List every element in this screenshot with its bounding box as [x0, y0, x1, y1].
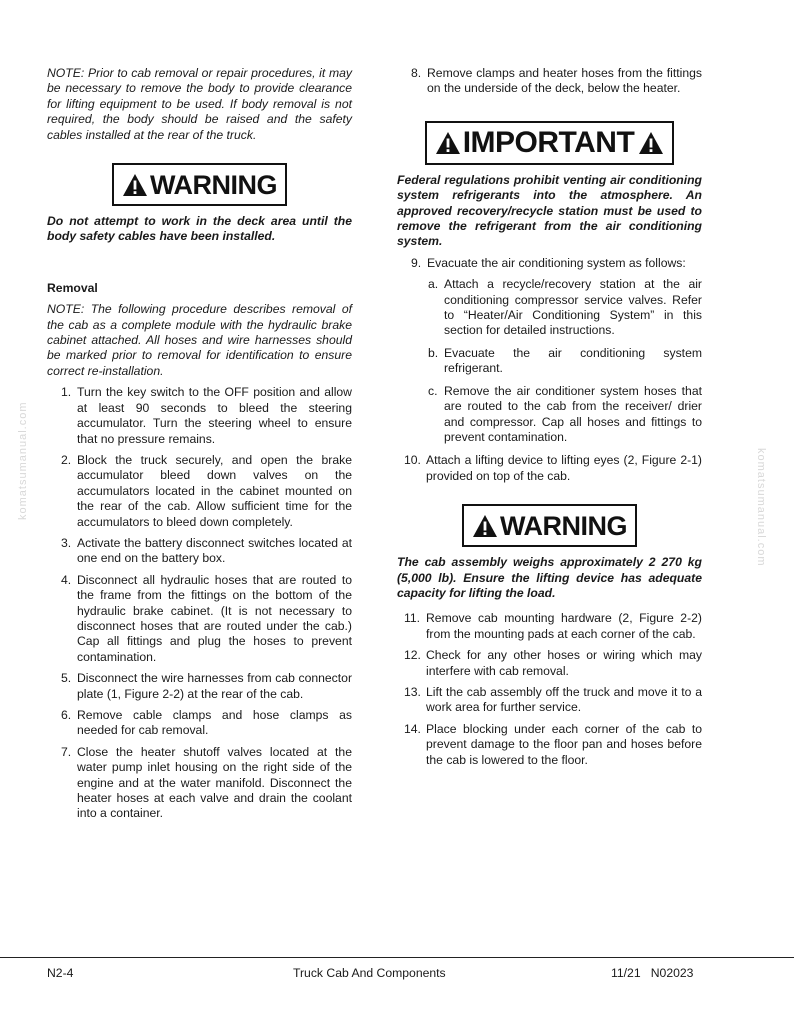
note-procedure: NOTE: The following procedure describes removal of the cab as a complete module with the hydraulic brake cabinet attached. All hoses and wire harnesses should be marked prior to removal for identification to ensure correct re-installation. [47, 302, 352, 378]
list-item: 14. Place blocking under each corner of the cab to prevent damage to the floor pan and hoses before the cab is lowered to the floor. [404, 721, 702, 767]
warning-label: WARNING [150, 170, 277, 201]
list-item: 10. Attach a lifting device to lifting eyes (2, Figure 2-1) provided on top of the cab. [404, 453, 702, 483]
left-column [47, 66, 352, 828]
important-label: IMPORTANT [462, 125, 635, 159]
list-item: 9. Evacuate the air conditioning system as follows: [411, 255, 686, 270]
footer-title: Truck Cab And Components [293, 966, 446, 980]
watermark-right: komatsumanual.com [755, 448, 767, 567]
warning-triangle-icon [122, 173, 148, 197]
list-item: 1. Turn the key switch to the OFF position and allow at least 90 seconds to bleed the steering accumulator. Turn the steering wheel to ensure that no pressure remains. [61, 385, 352, 446]
footer-date-code: 11/21 N02023 [611, 966, 694, 980]
warning-sign-cab-weight [397, 504, 702, 547]
list-item: b. Evacuate the air conditioning system refrigerant. [428, 345, 702, 376]
list-item: c. Remove the air conditioner system hoses that are routed to the cab from the receiver/ drier and compressor. Cap all hoses and fittings to prevent contamination. [428, 383, 702, 444]
footer-divider [0, 957, 794, 958]
step-9-list [397, 256, 702, 271]
removal-steps-list [47, 385, 352, 822]
step-8-list [397, 66, 702, 97]
list-item: 7. Close the heater shutoff valves located at the water pump inlet housing on the right side of the engine and at the water manifold. Disconnect the heater hoses at each valve and drain the coolant into a container. [61, 744, 352, 821]
list-item: 13. Lift the cab assembly off the truck and move it to a work area for further service. [404, 684, 702, 715]
list-item: 2. Block the truck securely, and open the brake accumulator bleed down valves on the accumulators located in the cabinet mounted on the rear of the cab. Allow sufficient time for the accumulators to bleed down completely. [61, 452, 352, 529]
important-text: Federal regulations prohibit venting air conditioning system refrigerants into the atmosphere. An approved recovery/recycle station must be used to remove the refrigerant from the air conditioning system. [397, 172, 702, 249]
important-sign [397, 121, 702, 165]
final-steps-list [397, 611, 702, 768]
warning-triangle-icon [472, 514, 498, 538]
list-item: 8. Remove clamps and heater hoses from the fittings on the underside of the deck, below the heater. [411, 66, 702, 96]
note-body-removal: NOTE: Prior to cab removal or repair procedures, it may be necessary to remove the body to provide clearance for lifting equipment to be used. If body removal is not required, the body should be raised and the safety cables installed at the rear of the truck. [47, 66, 352, 142]
warning-triangle-icon [638, 131, 664, 155]
watermark-left: komatsumanual.com [17, 401, 29, 520]
list-item: 11. Remove cab mounting hardware (2, Figure 2-2) from the mounting pads at each corner of the cab. [404, 611, 702, 641]
list-item: 12. Check for any other hoses or wiring which may interfere with cab removal. [404, 648, 702, 678]
removal-heading: Removal [47, 280, 98, 295]
warning-text: Do not attempt to work in the deck area until the body safety cables have been installed. [47, 214, 352, 244]
list-item: 6. Remove cable clamps and hose clamps as needed for cab removal. [61, 708, 352, 738]
list-item: 3. Activate the battery disconnect switches located at one end on the battery box. [61, 535, 352, 566]
list-item: a. Attach a recycle/recovery station at the air conditioning compressor service valves. Refer to “Heater/Air Conditioning System” in this section for detailed instructions. [428, 277, 702, 338]
list-item: 4. Disconnect all hydraulic hoses that are routed to the frame from the fittings on the bottom of the hydraulic brake cabinet. (It is not necessary to disconnect hoses that are routed under the cab.) Cap all fittings and plug the hoses to prevent contamination. [61, 572, 352, 664]
sub-steps-list [397, 277, 702, 445]
page-number: N2-4 [47, 966, 74, 980]
step-10-list [397, 453, 702, 484]
warning-label: WARNING [500, 511, 627, 542]
warning-triangle-icon [435, 131, 461, 155]
warning-text-cab-weight: The cab assembly weighs approximately 2 270 kg (5,000 lb). Ensure the lifting device has adequate capacity for lifting the load. [397, 555, 702, 600]
warning-sign [47, 163, 352, 206]
list-item: 5. Disconnect the wire harnesses from cab connector plate (1, Figure 2-2) at the rear of the cab. [61, 671, 352, 701]
right-column [397, 66, 702, 774]
